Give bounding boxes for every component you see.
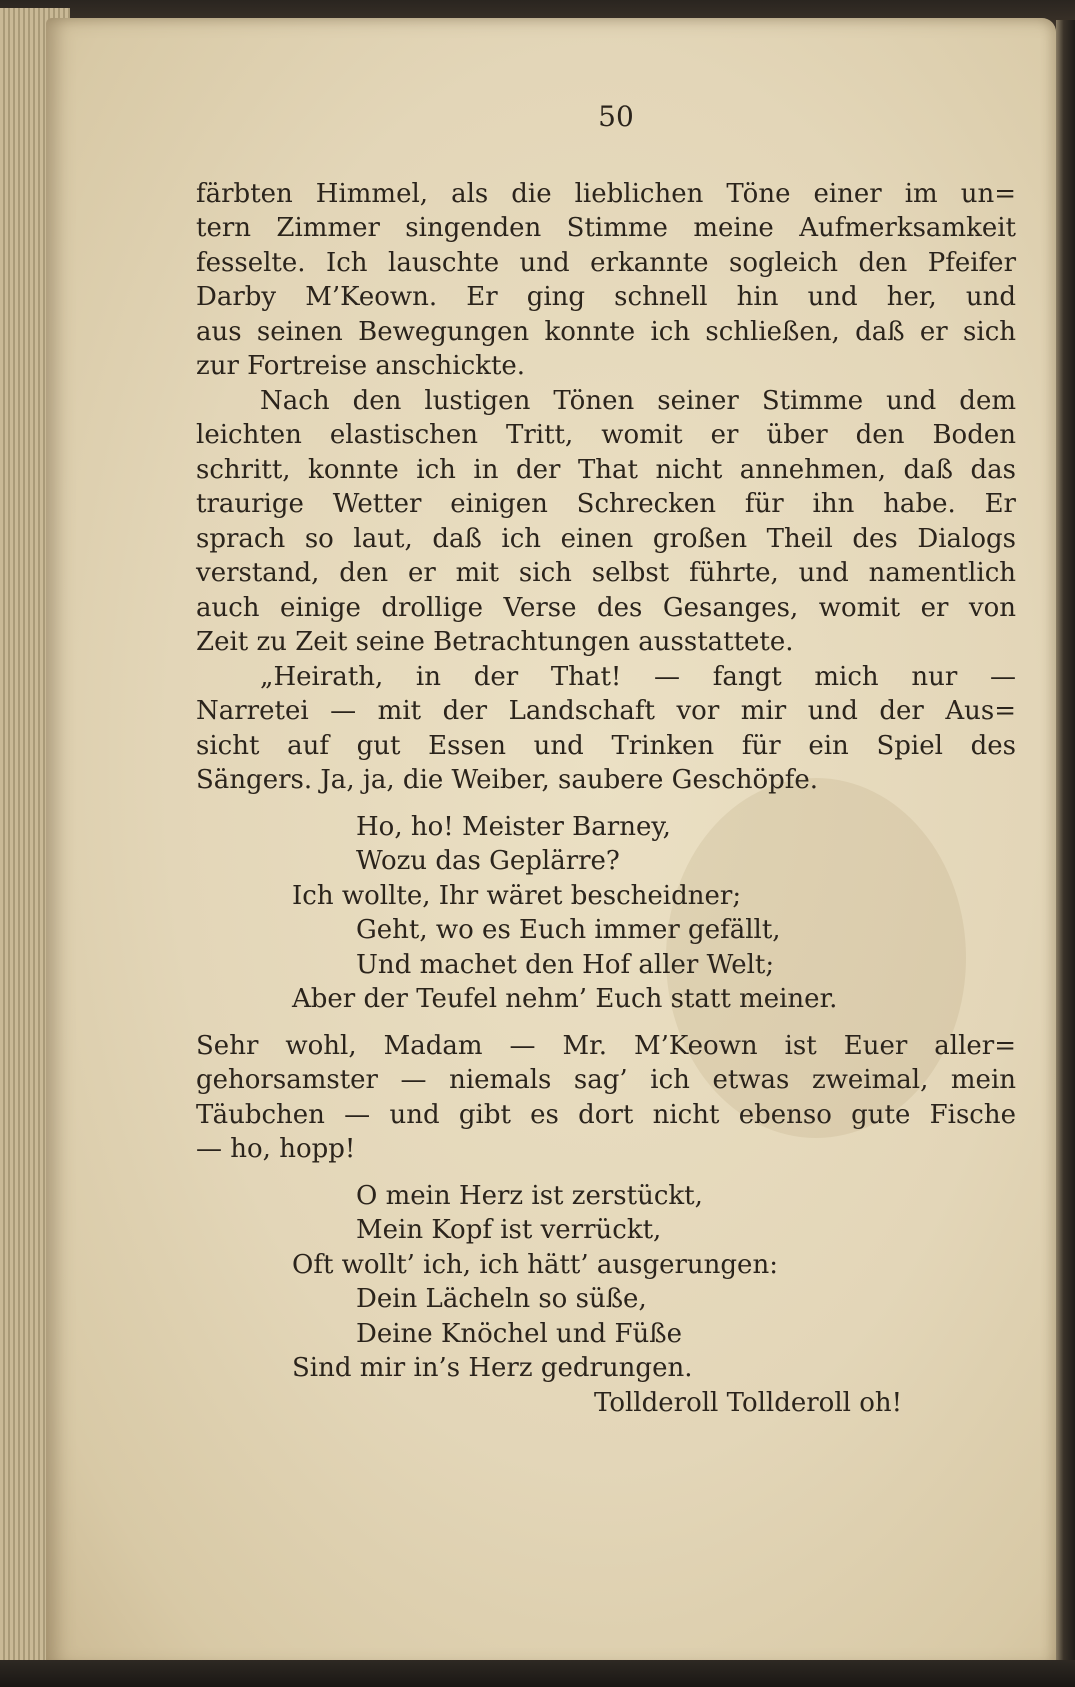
- paragraph-2: [196, 384, 1016, 660]
- verse-line: Tollderoll Tollderoll oh!: [594, 1387, 903, 1418]
- page-text: [196, 100, 1016, 1432]
- verse-line: Ich wollte, Ihr wäret bescheidner;: [292, 880, 742, 911]
- page-number: 50: [598, 100, 634, 133]
- verse-line: Ho, ho! Meister Barney,: [356, 811, 671, 842]
- verse-line: Wozu das Geplärre?: [356, 846, 620, 876]
- text-line: zur Fortreise anschickte.: [196, 351, 526, 381]
- paragraph-4: [196, 1029, 1016, 1167]
- verse-line: Sind mir in’s Herz gedrungen.: [292, 1353, 693, 1383]
- paragraph-3: [196, 660, 1016, 798]
- verse-line: Deine Knöchel und Füße: [356, 1318, 682, 1349]
- verse-2: [196, 1179, 1016, 1421]
- verse-line: Geht, wo es Euch immer gefällt,: [356, 915, 781, 945]
- text-line: aus seinen Bewegungen konnte ich schließen, daß er sich: [196, 316, 1016, 347]
- text-line: fesselte. Ich lauschte und erkannte sogleich den Pfeifer: [196, 247, 1016, 278]
- text-line: schritt, konnte ich in der That nicht annehmen, daß das: [196, 454, 1016, 485]
- text-line: traurige Wetter einigen Schrecken für ihn habe. Er: [196, 489, 1016, 519]
- text-line: gehorsamster — niemals sag’ ich etwas zweimal, mein: [196, 1065, 1016, 1095]
- text-line: „Heirath, in der That! — fangt mich nur —: [260, 661, 1016, 692]
- text-line: tern Zimmer singenden Stimme meine Aufmerksamkeit: [196, 213, 1016, 243]
- verse-line: O mein Herz ist zerstückt,: [356, 1180, 703, 1211]
- text-line: Nach den lustigen Tönen seiner Stimme und dem: [260, 385, 1016, 416]
- verse-line: Oft wollt’ ich, ich hätt’ ausgerungen:: [292, 1249, 778, 1280]
- text-line: sicht auf gut Essen und Trinken für ein Spiel des: [196, 730, 1016, 761]
- book-bottom-edge: [0, 1660, 1075, 1687]
- text-line: Sehr wohl, Madam — Mr. M’Keown ist Euer aller=: [196, 1030, 1016, 1061]
- text-line: Zeit zu Zeit seine Betrachtungen ausstattete.: [196, 627, 794, 657]
- text-line: leichten elastischen Tritt, womit er über den Boden: [196, 420, 1016, 450]
- text-line: Narretei — mit der Landschaft vor mir und der Aus=: [196, 696, 1016, 726]
- text-line: — ho, hopp!: [196, 1134, 356, 1164]
- verse-line: Mein Kopf ist verrückt,: [356, 1215, 662, 1245]
- paragraph-1: [196, 177, 1016, 384]
- text-line: färbten Himmel, als die lieblichen Töne einer im un=: [196, 178, 1016, 209]
- text-line: auch einige drollige Verse des Gesanges, womit er von: [196, 592, 1016, 623]
- verse-line: Und machet den Hof aller Welt;: [356, 949, 775, 980]
- verse-line: Aber der Teufel nehm’ Euch statt meiner.: [292, 984, 838, 1014]
- text-line: Täubchen — und gibt es dort nicht ebenso gute Fische: [196, 1099, 1016, 1130]
- verse-line: Dein Lächeln so süße,: [356, 1284, 647, 1314]
- book-right-edge: [1056, 20, 1075, 1670]
- text-line: Sängers. Ja, ja, die Weiber, saubere Geschöpfe.: [196, 765, 819, 795]
- text-line: sprach so laut, daß ich einen großen Theil des Dialogs: [196, 523, 1016, 554]
- text-line: verstand, den er mit sich selbst führte, und namentlich: [196, 558, 1016, 588]
- verse-1: [196, 810, 1016, 1017]
- text-line: Darby M’Keown. Er ging schnell hin und her, und: [196, 282, 1016, 312]
